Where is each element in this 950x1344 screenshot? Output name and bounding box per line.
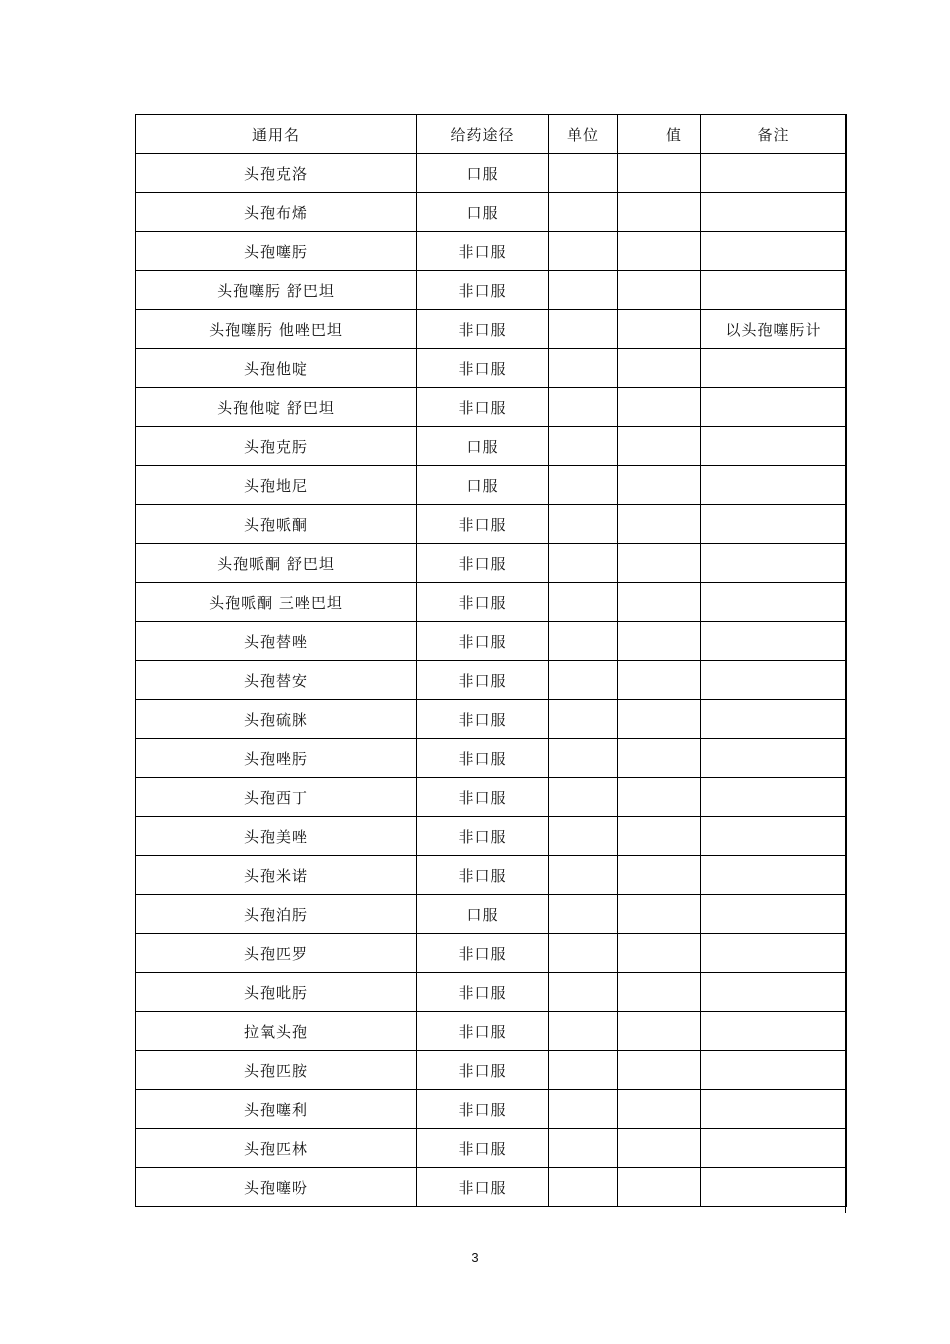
cell-generic-name: 头孢克肟 bbox=[136, 427, 417, 466]
cell-note bbox=[701, 544, 847, 583]
cell-value bbox=[618, 271, 701, 310]
cell-value bbox=[618, 856, 701, 895]
cell-note bbox=[701, 1129, 847, 1168]
cell-note bbox=[701, 1090, 847, 1129]
table-row bbox=[136, 427, 847, 466]
cell-generic-name: 头孢他啶 舒巴坦 bbox=[136, 388, 417, 427]
cell-unit bbox=[549, 505, 618, 544]
cell-route: 口服 bbox=[417, 154, 549, 193]
cell-note bbox=[701, 1012, 847, 1051]
cell-value bbox=[618, 739, 701, 778]
cell-generic-name: 头孢噻利 bbox=[136, 1090, 417, 1129]
cell-value bbox=[618, 973, 701, 1012]
drug-table bbox=[135, 114, 847, 1207]
cell-generic-name: 头孢克洛 bbox=[136, 154, 417, 193]
cell-value bbox=[618, 1168, 701, 1207]
cell-generic-name: 头孢匹林 bbox=[136, 1129, 417, 1168]
cell-route: 口服 bbox=[417, 193, 549, 232]
cell-route: 非口服 bbox=[417, 583, 549, 622]
cell-unit bbox=[549, 622, 618, 661]
cell-unit bbox=[549, 583, 618, 622]
cell-value bbox=[618, 778, 701, 817]
cell-value bbox=[618, 193, 701, 232]
cell-note bbox=[701, 895, 847, 934]
cell-generic-name: 头孢米诺 bbox=[136, 856, 417, 895]
cell-unit bbox=[549, 349, 618, 388]
cell-note bbox=[701, 583, 847, 622]
cell-generic-name: 头孢匹胺 bbox=[136, 1051, 417, 1090]
cell-unit bbox=[549, 1051, 618, 1090]
cell-route: 非口服 bbox=[417, 1012, 549, 1051]
table-right-border bbox=[845, 114, 846, 1213]
cell-generic-name: 头孢唑肟 bbox=[136, 739, 417, 778]
cell-generic-name: 头孢匹罗 bbox=[136, 934, 417, 973]
cell-note bbox=[701, 1168, 847, 1207]
cell-note bbox=[701, 856, 847, 895]
table-row bbox=[136, 154, 847, 193]
cell-unit bbox=[549, 232, 618, 271]
cell-value bbox=[618, 817, 701, 856]
page-number: 3 bbox=[471, 1250, 479, 1265]
cell-note bbox=[701, 505, 847, 544]
cell-generic-name: 头孢噻肟 bbox=[136, 232, 417, 271]
cell-value bbox=[618, 388, 701, 427]
table-row bbox=[136, 895, 847, 934]
cell-value bbox=[618, 427, 701, 466]
cell-unit bbox=[549, 388, 618, 427]
cell-route: 非口服 bbox=[417, 310, 549, 349]
header-value: 值 bbox=[618, 115, 701, 154]
cell-unit bbox=[549, 817, 618, 856]
cell-route: 非口服 bbox=[417, 1051, 549, 1090]
cell-value bbox=[618, 1051, 701, 1090]
cell-route: 非口服 bbox=[417, 232, 549, 271]
cell-generic-name: 头孢哌酮 三唑巴坦 bbox=[136, 583, 417, 622]
cell-value bbox=[618, 505, 701, 544]
table-row bbox=[136, 622, 847, 661]
cell-value bbox=[618, 1012, 701, 1051]
cell-value bbox=[618, 1090, 701, 1129]
cell-route: 非口服 bbox=[417, 856, 549, 895]
cell-note bbox=[701, 388, 847, 427]
cell-value bbox=[618, 154, 701, 193]
cell-note bbox=[701, 739, 847, 778]
table-row bbox=[136, 1090, 847, 1129]
table-row bbox=[136, 817, 847, 856]
table-row bbox=[136, 310, 847, 349]
cell-route: 非口服 bbox=[417, 271, 549, 310]
cell-value bbox=[618, 934, 701, 973]
cell-value bbox=[618, 895, 701, 934]
cell-generic-name: 头孢替唑 bbox=[136, 622, 417, 661]
cell-value bbox=[618, 310, 701, 349]
cell-note bbox=[701, 622, 847, 661]
cell-note bbox=[701, 700, 847, 739]
cell-note bbox=[701, 271, 847, 310]
table-row bbox=[136, 661, 847, 700]
cell-route: 非口服 bbox=[417, 1168, 549, 1207]
cell-unit bbox=[549, 700, 618, 739]
table-row bbox=[136, 232, 847, 271]
cell-note: 以头孢噻肟计 bbox=[701, 310, 847, 349]
cell-unit bbox=[549, 271, 618, 310]
cell-generic-name: 头孢泊肟 bbox=[136, 895, 417, 934]
header-unit: 单位 bbox=[549, 115, 618, 154]
header-generic-name: 通用名 bbox=[136, 115, 417, 154]
table-row bbox=[136, 778, 847, 817]
cell-route: 口服 bbox=[417, 895, 549, 934]
cell-generic-name: 头孢替安 bbox=[136, 661, 417, 700]
cell-unit bbox=[549, 739, 618, 778]
cell-route: 非口服 bbox=[417, 661, 549, 700]
cell-unit bbox=[549, 544, 618, 583]
cell-note bbox=[701, 973, 847, 1012]
cell-unit bbox=[549, 895, 618, 934]
table-row bbox=[136, 934, 847, 973]
cell-generic-name: 头孢美唑 bbox=[136, 817, 417, 856]
table-row bbox=[136, 856, 847, 895]
cell-route: 口服 bbox=[417, 466, 549, 505]
cell-unit bbox=[549, 934, 618, 973]
cell-unit bbox=[549, 1129, 618, 1168]
cell-generic-name: 头孢西丁 bbox=[136, 778, 417, 817]
table-body bbox=[136, 154, 847, 1207]
table-row bbox=[136, 505, 847, 544]
cell-unit bbox=[549, 856, 618, 895]
cell-unit bbox=[549, 1090, 618, 1129]
cell-generic-name: 头孢哌酮 bbox=[136, 505, 417, 544]
table-row bbox=[136, 271, 847, 310]
table-row bbox=[136, 388, 847, 427]
cell-unit bbox=[549, 1168, 618, 1207]
table-row bbox=[136, 700, 847, 739]
cell-generic-name: 头孢噻吩 bbox=[136, 1168, 417, 1207]
cell-route: 非口服 bbox=[417, 349, 549, 388]
cell-generic-name: 头孢哌酮 舒巴坦 bbox=[136, 544, 417, 583]
table-row bbox=[136, 1051, 847, 1090]
cell-generic-name: 头孢硫脒 bbox=[136, 700, 417, 739]
table-row bbox=[136, 1012, 847, 1051]
cell-value bbox=[618, 544, 701, 583]
cell-value bbox=[618, 700, 701, 739]
cell-unit bbox=[549, 154, 618, 193]
cell-route: 非口服 bbox=[417, 1090, 549, 1129]
cell-generic-name: 头孢地尼 bbox=[136, 466, 417, 505]
cell-value bbox=[618, 466, 701, 505]
cell-value bbox=[618, 232, 701, 271]
table-row bbox=[136, 739, 847, 778]
cell-route: 非口服 bbox=[417, 739, 549, 778]
cell-note bbox=[701, 934, 847, 973]
table-row bbox=[136, 466, 847, 505]
cell-note bbox=[701, 232, 847, 271]
header-route: 给药途径 bbox=[417, 115, 549, 154]
cell-generic-name: 头孢噻肟 他唑巴坦 bbox=[136, 310, 417, 349]
cell-generic-name: 头孢吡肟 bbox=[136, 973, 417, 1012]
header-note: 备注 bbox=[701, 115, 847, 154]
cell-value bbox=[618, 661, 701, 700]
table-header-row bbox=[136, 115, 847, 154]
table-row bbox=[136, 583, 847, 622]
cell-unit bbox=[549, 1012, 618, 1051]
cell-unit bbox=[549, 193, 618, 232]
cell-note bbox=[701, 349, 847, 388]
cell-value bbox=[618, 1129, 701, 1168]
cell-route: 非口服 bbox=[417, 934, 549, 973]
cell-note bbox=[701, 193, 847, 232]
cell-route: 非口服 bbox=[417, 622, 549, 661]
cell-note bbox=[701, 154, 847, 193]
table-row bbox=[136, 544, 847, 583]
cell-generic-name: 头孢他啶 bbox=[136, 349, 417, 388]
table-row bbox=[136, 193, 847, 232]
cell-generic-name: 拉氧头孢 bbox=[136, 1012, 417, 1051]
cell-note bbox=[701, 427, 847, 466]
cell-route: 非口服 bbox=[417, 700, 549, 739]
cell-value bbox=[618, 583, 701, 622]
cell-unit bbox=[549, 427, 618, 466]
cell-note bbox=[701, 817, 847, 856]
cell-generic-name: 头孢噻肟 舒巴坦 bbox=[136, 271, 417, 310]
cell-note bbox=[701, 778, 847, 817]
cell-value bbox=[618, 349, 701, 388]
cell-route: 非口服 bbox=[417, 388, 549, 427]
cell-unit bbox=[549, 973, 618, 1012]
cell-value bbox=[618, 622, 701, 661]
cell-unit bbox=[549, 310, 618, 349]
cell-note bbox=[701, 1051, 847, 1090]
cell-unit bbox=[549, 661, 618, 700]
cell-route: 非口服 bbox=[417, 505, 549, 544]
cell-route: 口服 bbox=[417, 427, 549, 466]
cell-unit bbox=[549, 466, 618, 505]
table-row bbox=[136, 973, 847, 1012]
cell-note bbox=[701, 661, 847, 700]
cell-route: 非口服 bbox=[417, 778, 549, 817]
cell-generic-name: 头孢布烯 bbox=[136, 193, 417, 232]
table-row bbox=[136, 1129, 847, 1168]
cell-route: 非口服 bbox=[417, 817, 549, 856]
table-row bbox=[136, 1168, 847, 1207]
cell-route: 非口服 bbox=[417, 1129, 549, 1168]
cell-unit bbox=[549, 778, 618, 817]
cell-route: 非口服 bbox=[417, 544, 549, 583]
cell-note bbox=[701, 466, 847, 505]
table-row bbox=[136, 349, 847, 388]
cell-route: 非口服 bbox=[417, 973, 549, 1012]
